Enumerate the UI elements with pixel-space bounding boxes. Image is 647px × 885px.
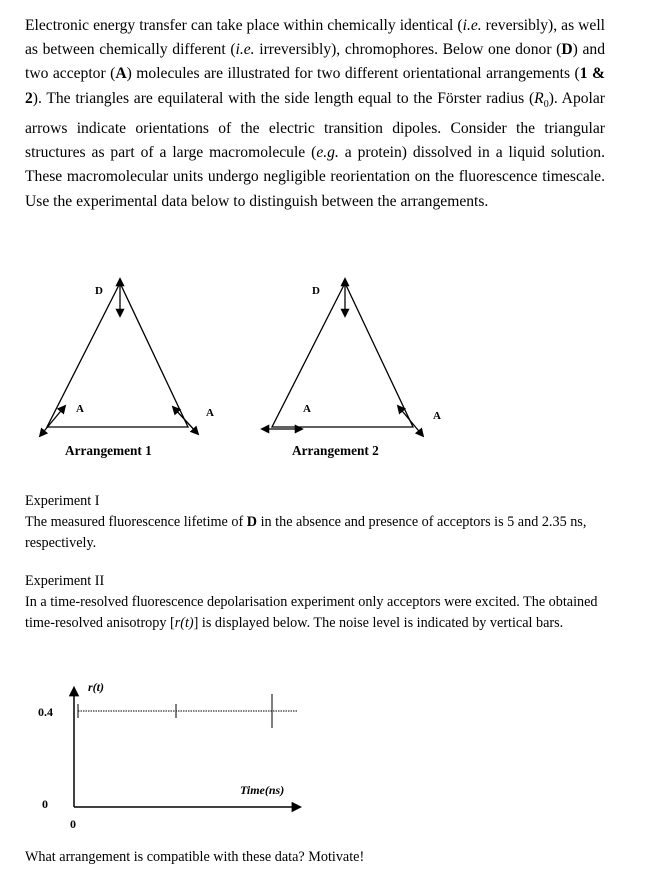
- donor-label-2: D: [312, 285, 320, 297]
- experiment-2-heading: Experiment II: [25, 573, 105, 589]
- acceptor-dipole-1-right: [173, 407, 198, 434]
- x-tick-0: 0: [70, 817, 76, 831]
- arrangement-2-label: Arrangement 2: [292, 443, 379, 458]
- anisotropy-series: [78, 694, 298, 728]
- acceptor-dipole-1-left: [40, 406, 65, 436]
- acceptor-dipole-2-right: [398, 406, 423, 436]
- y-axis-label: r(t): [88, 680, 104, 694]
- y-tick-0: 0: [42, 797, 48, 811]
- experiment-1-heading: Experiment I: [25, 493, 100, 509]
- triangle-arrangement-1: [40, 279, 198, 436]
- y-tick-0.4: 0.4: [38, 705, 53, 719]
- experiment-2-text: In a time-resolved fluorescence depolarisation experiment only acceptors were excited. The obtained time-resolved anisotropy [r(t)] is displayed below. The noise level is indicated by vertical bars.: [25, 594, 598, 631]
- x-axis-label: Time(ns): [240, 783, 285, 797]
- acceptor-label-1-left: A: [76, 403, 84, 415]
- acceptor-label-1-right: A: [206, 407, 214, 419]
- intro-paragraph: Electronic energy transfer can take place within chemically identical (i.e. reversibly), as well as between chemically different (i.e. irreversibly), chromophores. Below one donor (D) and two acceptor (A) molecules are illustrated for two different orientational arrangements (1 & 2). The triangles are equilateral with the side length equal to the Förster radius $(R_0)$. Apolar arrows indicate orientations of the electric transition dipoles. Consider the triangular structures as part of a large macromolecule (e.g. a protein) dissolved in a liquid solution. These macromolecular units undergo negligible reorientation on the fluorescence timescale. Use the experimental data below to distinguish between the arrangements.: [25, 17, 606, 210]
- arrangement-1-label: Arrangement 1: [65, 443, 152, 458]
- experiment-1-text: The measured fluorescence lifetime of D in the absence and presence of acceptors is 5 and 2.35 ns, respectively.: [25, 514, 587, 551]
- question-text: What arrangement is compatible with these data? Motivate!: [25, 849, 365, 865]
- acceptor-label-2-left: A: [303, 403, 311, 415]
- donor-label-1: D: [95, 285, 103, 297]
- acceptor-label-2-right: A: [433, 410, 441, 422]
- triangle-arrangement-2: [262, 279, 423, 436]
